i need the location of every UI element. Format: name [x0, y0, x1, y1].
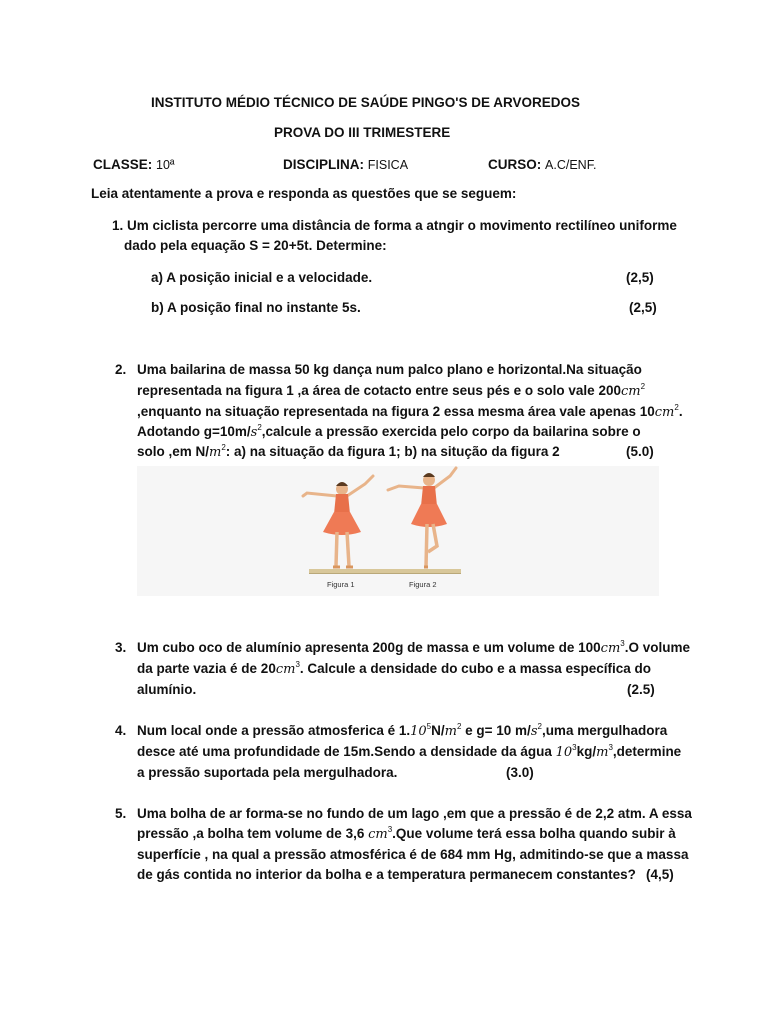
instruction: Leia atentamente a prova e responda as questões que se seguem: — [91, 186, 517, 201]
q1-line1: 1. Um ciclista percorre uma distância de forma a atngir o movimento rectilíneo uniforme — [112, 218, 677, 233]
disciplina-field — [283, 157, 408, 172]
q2-line5: solo ,em $N/m^2$: a) na situação da figura 1; b) na situção da figura 2 — [137, 443, 560, 460]
ballerina-figure-1 — [303, 476, 373, 567]
q1-item-a: a) A posição inicial e a velocidade. — [151, 270, 373, 285]
q2-points: (5.0) — [626, 444, 654, 459]
q1-a-points: (2,5) — [626, 270, 654, 285]
ballerina-figure-2 — [388, 468, 456, 567]
curso-value: A.C/ENF. — [545, 158, 597, 172]
figure-1-caption: Figura 1 — [327, 580, 355, 589]
q2-line1: Uma bailarina de massa 50 kg dança num palco plano e horizontal.Na situação — [137, 362, 642, 377]
q4-line1: Num local onde a pressão atmosferica é $1.10^5N/m^2$ e g= 10 $m/s^2,uma$ mergulhadora — [137, 722, 668, 739]
ballerina-illustration — [137, 466, 659, 596]
q4-number: 4. — [115, 723, 127, 738]
curso-label: CURSO: — [488, 157, 542, 172]
q4-line2: desce até uma profundidade de 15m.Sendo a densidade da água $10^3kg/m^3,determine$ — [137, 743, 682, 760]
q5-line4: de gás contida no interior da bolha e a temperatura permanecem constantes? — [137, 867, 636, 882]
disciplina-value: FISICA — [367, 158, 409, 172]
classe-label: CLASSE: — [93, 157, 153, 172]
q2-line2: representada na figura 1 ,a área de cotacto entre seus pés e o solo vale $200cm^2$ — [137, 382, 646, 399]
disciplina-label: DISCIPLINA: — [283, 157, 364, 172]
classe-value: 10ª — [156, 158, 175, 172]
q2-line4: Adotando $g=10m/s^2,calcule$ a pressão exercida pelo corpo da bailarina sobre o — [137, 423, 641, 440]
q3-line2: da parte vazia é de $20cm^3$. Calcule a densidade do cubo e a massa específica do — [137, 660, 652, 677]
q1-line2: dado pela equação S = 20+5t. Determine: — [124, 238, 387, 253]
q5-line1: Uma bolha de ar forma-se no fundo de um lago ,em que a pressão é de 2,2 atm. A essa — [137, 806, 692, 821]
exam-title: PROVA DO III TRIMESTERE — [274, 125, 451, 140]
q5-line3: superfície , na qual a pressão atmosférica é de 684 mm Hg, admitindo-se que a massa — [137, 847, 689, 862]
stage-floor-1 — [309, 569, 461, 573]
curso-field — [488, 157, 596, 172]
q3-points: (2.5) — [627, 682, 655, 697]
q3-number: 3. — [115, 640, 127, 655]
q5-line2: pressão ,a bolha tem volume de 3,6 $cm^3.Que$ volume terá essa bolha quando subir à — [137, 825, 676, 842]
q5-points: (4,5) — [646, 867, 674, 882]
q5-number: 5. — [115, 806, 127, 821]
q2-line3: ,enquanto na situação representada na figura 2 essa mesma área vale apenas $10cm^2$. — [137, 403, 683, 420]
ballerina-figure — [137, 466, 659, 596]
q3-line1: Um cubo oco de alumínio apresenta 200g de massa e um volume de $100cm^3.O$ volume — [137, 639, 690, 656]
classe-field — [93, 157, 175, 172]
q1-item-b: b) A posição final no instante 5s. — [151, 300, 361, 315]
figure-2-caption: Figura 2 — [409, 580, 437, 589]
q4-points: (3.0) — [506, 765, 534, 780]
q2-number: 2. — [115, 362, 127, 377]
school-name: INSTITUTO MÉDIO TÉCNICO DE SAÚDE PINGO'S DE ARVOREDOS — [151, 95, 581, 110]
q3-line3: alumínio. — [137, 682, 197, 697]
q1-b-points: (2,5) — [629, 300, 657, 315]
q4-line3: a pressão suportada pela mergulhadora. — [137, 765, 398, 780]
